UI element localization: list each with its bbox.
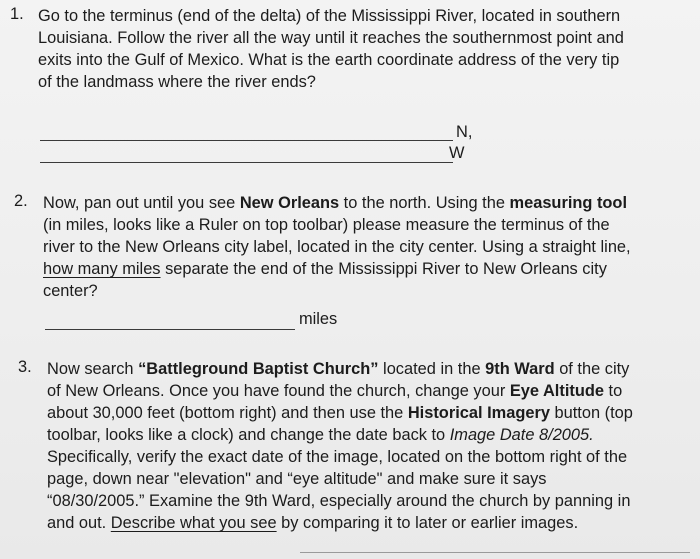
q2-line-5: center? <box>43 282 98 300</box>
image-date-text: Image Date 8/2005. <box>449 426 594 444</box>
q2-line-1-a: Now, pan out until you see <box>43 194 240 212</box>
q1-text <box>38 5 624 93</box>
q2-line-2: (in miles, looks like a Ruler on top toolbar) please measure the terminus of the <box>43 216 610 234</box>
q3-line-8-a: and out. <box>47 514 111 532</box>
q3-line-3-a: about 30,000 feet (bottom right) and then use the <box>47 404 408 422</box>
q3-line-6: page, down near "elevation" and “eye altitude" and make sure it says <box>47 470 547 488</box>
q2-line-3: river to the New Orleans city label, located in the city center. Using a straight line, <box>43 238 631 256</box>
q1-north-label: N, <box>456 123 473 141</box>
church-name-text: “Battleground Baptist Church” <box>138 360 379 378</box>
q2-miles-blank[interactable] <box>45 329 295 330</box>
q2-number: 2. <box>14 192 28 210</box>
q3-line-1-a: Now search <box>47 360 139 378</box>
q2-line-4-b: separate the end of the Mississippi River to New Orleans city <box>160 260 607 278</box>
q3-line-3 <box>47 402 633 424</box>
q3-line-7: “08/30/2005.” Examine the 9th Ward, especially around the church by panning in <box>47 492 631 510</box>
q3-line-2-c: to <box>603 382 623 400</box>
how-many-miles-text: how many miles <box>43 260 161 278</box>
q3-line-1-e: of the city <box>554 360 630 378</box>
q3-line-8-c: by comparing it to later or earlier images. <box>276 514 579 532</box>
q3-line-4 <box>47 424 633 446</box>
q2-text <box>43 192 631 302</box>
ninth-ward-text: 9th Ward <box>485 360 555 378</box>
q3-line-3-c: button (top <box>549 404 633 422</box>
measuring-tool-text: measuring tool <box>509 194 627 212</box>
q1-line-3: exits into the Gulf of Mexico. What is the earth coordinate address of the very tip <box>38 51 620 69</box>
q3-number: 3. <box>18 358 32 376</box>
q1-line-2: Louisiana. Follow the river all the way until it reaches the southernmost point and <box>38 29 624 47</box>
q3-line-2 <box>47 380 633 402</box>
historical-imagery-text: Historical Imagery <box>407 404 550 422</box>
q3-text <box>47 358 633 534</box>
q3-line-4-a: toolbar, looks like a clock) and change the date back to <box>47 426 450 444</box>
q2-miles-label: miles <box>299 310 338 328</box>
q1-number: 1. <box>10 5 24 23</box>
q3-line-5: Specifically, verify the exact date of the image, located on the bottom right of the <box>47 448 628 466</box>
new-orleans-text: New Orleans <box>239 194 340 212</box>
q3-line-8 <box>47 512 633 534</box>
q1-line-1: Go to the terminus (end of the delta) of the Mississippi River, located in southern <box>38 7 621 25</box>
q3-line-2-a: of New Orleans. Once you have found the church, change your <box>47 382 510 400</box>
q3-line-1-c: located in the <box>378 360 486 378</box>
q3-line-1 <box>47 358 633 380</box>
eye-altitude-text: Eye Altitude <box>509 382 604 400</box>
describe-text: Describe what you see <box>110 514 277 532</box>
q2-line-1 <box>43 192 631 214</box>
q2-line-1-c: to the north. Using the <box>339 194 510 212</box>
q2-line-4 <box>43 258 631 280</box>
q1-north-blank[interactable] <box>40 140 453 141</box>
q1-line-4: of the landmass where the river ends? <box>38 73 316 91</box>
q1-west-blank[interactable] <box>40 162 453 163</box>
q1-west-label: W <box>449 144 465 162</box>
q3-answer-blank[interactable] <box>300 552 690 553</box>
